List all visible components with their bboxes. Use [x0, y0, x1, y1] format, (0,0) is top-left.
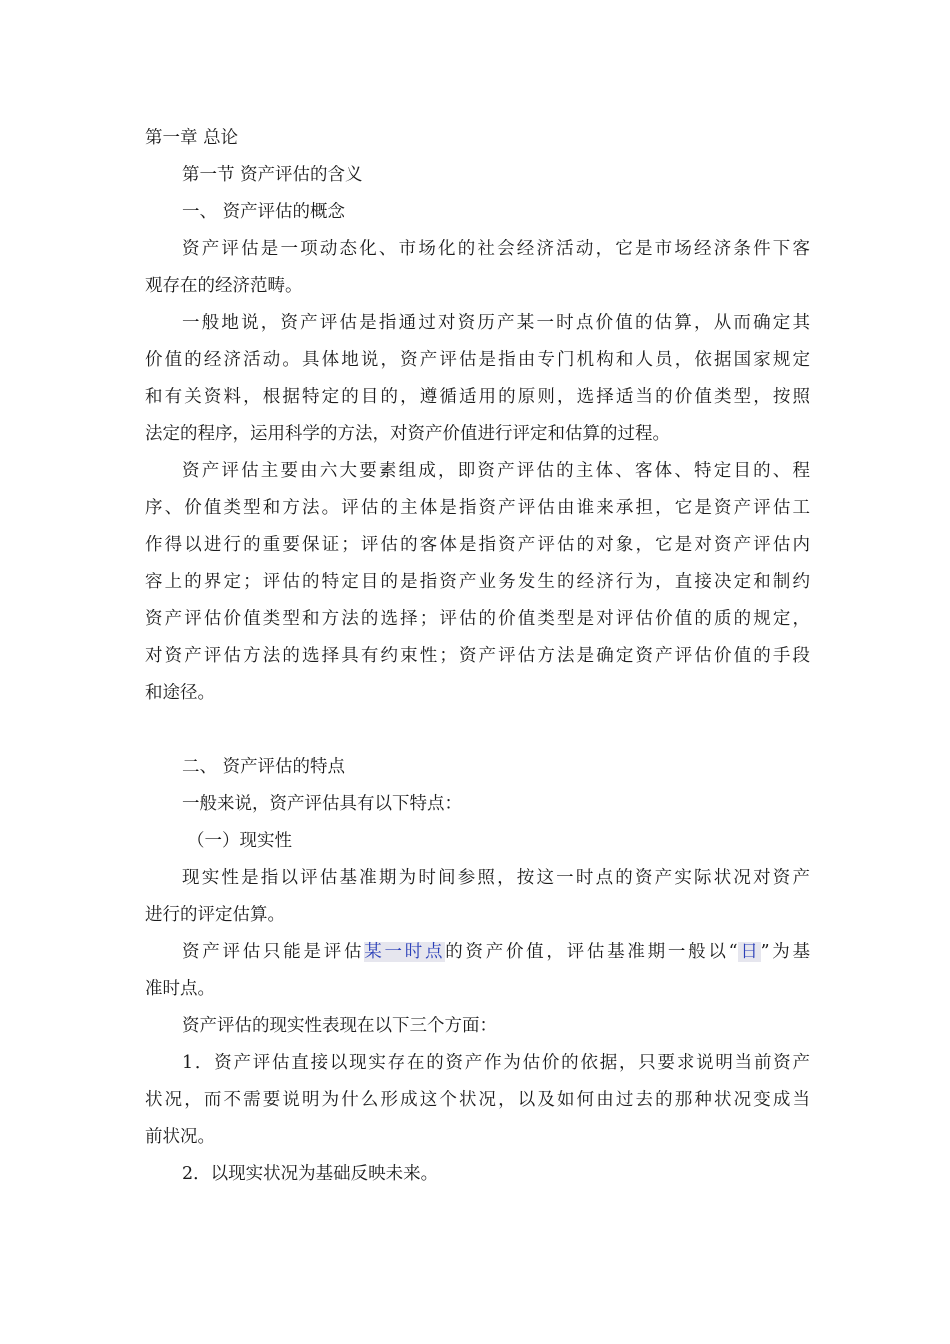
paragraph-line: 进行的评定估算。 [145, 905, 285, 925]
blank-line [145, 712, 810, 749]
paragraph-line: 资产评估是一项动态化、市场化的社会经济活动，它是市场经济条件下客 [182, 239, 810, 259]
paragraph-line: 状况，而不需要说明为什么形成这个状况，以及如何由过去的那种状况变成当 [145, 1090, 810, 1110]
paragraph-line: 和途径。 [145, 683, 215, 703]
subheading-reality: （一）现实性 [187, 831, 292, 851]
paragraph-line: 容上的界定；评估的特定目的是指资产业务发生的经济行为，直接决定和制约 [145, 572, 810, 592]
subheading-features: 二、 资产评估的特点 [182, 757, 346, 777]
chapter-title: 第一章 总论 [145, 128, 239, 148]
text-run: 资产评估只能是评估 [182, 942, 365, 962]
paragraph-line: 资产评估价值类型和方法的选择；评估的价值类型是对评估价值的质的规定， [145, 609, 810, 629]
section-title: 第一节 资产评估的含义 [182, 165, 363, 185]
paragraph-line: 对资产评估方法的选择具有约束性；资产评估方法是确定资产评估价值的手段 [145, 646, 810, 666]
paragraph-line: 一般地说，资产评估是指通过对资历产某一时点价值的估算，从而确定其 [182, 313, 810, 333]
paragraph-line: 资产评估主要由六大要素组成，即资产评估的主体、客体、特定目的、程 [182, 461, 810, 481]
paragraph-line: 序、价值类型和方法。评估的主体是指资产评估由谁来承担，它是资产评估工 [145, 498, 810, 518]
document-page [145, 120, 810, 1193]
paragraph-line: 前状况。 [145, 1127, 215, 1147]
paragraph-line: 一般来说，资产评估具有以下特点： [182, 794, 462, 814]
paragraph-line: 法定的程序，运用科学的方法，对资产价值进行评定和估算的过程。 [145, 424, 670, 444]
highlighted-text[interactable]: 某一时点 [364, 942, 446, 962]
paragraph-line: 资产评估的现实性表现在以下三个方面： [182, 1016, 497, 1036]
text-run: 的资产价值，评估基准期一般以“ [445, 942, 738, 962]
paragraph-line: 1．资产评估直接以现实存在的资产作为估价的依据，只要求说明当前资产 [182, 1053, 810, 1073]
paragraph-line: 和有关资料，根据特定的目的，遵循适用的原则，选择适当的价值类型，按照 [145, 387, 810, 407]
paragraph-line: 准时点。 [145, 979, 215, 999]
paragraph-line-highlighted [145, 934, 810, 971]
paragraph-line: 作得以进行的重要保证；评估的客体是指资产评估的对象，它是对资产评估内 [145, 535, 810, 555]
subheading-concept: 一、 资产评估的概念 [182, 202, 346, 222]
paragraph-line: 2．以现实状况为基础反映未来。 [182, 1164, 439, 1184]
paragraph-line: 观存在的经济范畴。 [145, 276, 303, 296]
paragraph-line: 现实性是指以评估基准期为时间参照，按这一时点的资产实际状况对资产 [182, 868, 810, 888]
paragraph-line: 价值的经济活动。具体地说，资产评估是指由专门机构和人员，依据国家规定 [145, 350, 810, 370]
highlighted-text[interactable]: 日 [737, 942, 761, 962]
text-run: ”为基 [760, 942, 811, 962]
